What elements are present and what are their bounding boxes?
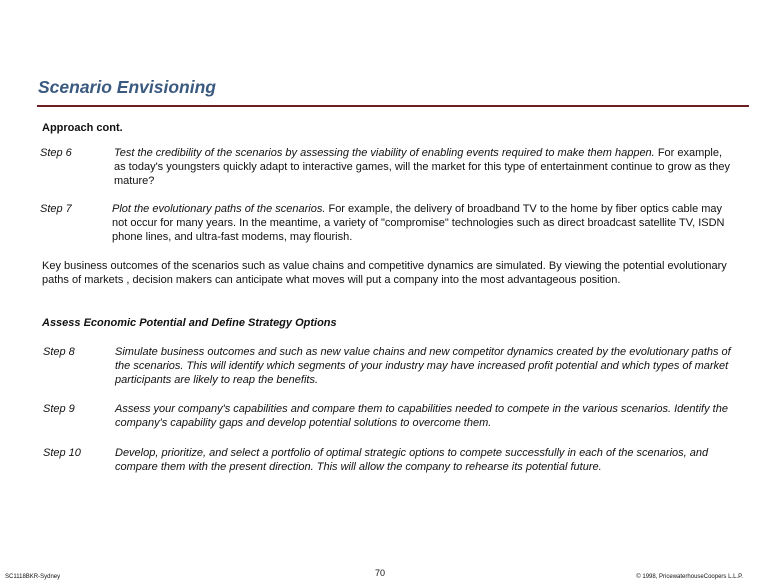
step-text: Assess your company's capabilities and compare them to capabilities needed to compete in the various scenarios. Identify the company's capability gaps and develop potential solutions to overcome them. xyxy=(115,403,728,429)
page-number: 70 xyxy=(375,568,386,578)
title-divider xyxy=(37,105,749,107)
step-text xyxy=(112,202,732,244)
section-heading: Assess Economic Potential and Define Strategy Options xyxy=(42,317,337,329)
step-label: Step 9 xyxy=(43,403,75,415)
step-text xyxy=(114,146,734,188)
step-label: Step 8 xyxy=(43,346,75,358)
step-rest: For example, as today's youngsters quickly adapt to interactive games, will the market for this type of entertainment continue to grow as they mature? xyxy=(114,147,730,187)
approach-heading: Approach cont. xyxy=(42,122,123,134)
step-lead: Test the credibility of the scenarios by assessing the viability of enabling events required to make them happen. xyxy=(114,147,655,159)
step-lead: Plot the evolutionary paths of the scenarios. xyxy=(112,203,326,215)
step-label: Step 10 xyxy=(43,447,81,459)
summary-paragraph: Key business outcomes of the scenarios such as value chains and competitive dynamics are simulated. By viewing the potential evolutionary paths of markets , decision makers can anticipate what moves will put a company into the most advantageous position. xyxy=(42,260,727,286)
step-rest: For example, the delivery of broadband TV to the home by fiber optics cable may not occur for many years. In the meantime, a variety of "compromise" technologies such as direct broadcast satellite TV, ISDN phone lines, and ultra-fast modems, may flourish. xyxy=(112,203,725,243)
step-label: Step 7 xyxy=(40,203,72,215)
footer-left: SC1118BKR-Sydney xyxy=(5,574,61,580)
page-title: Scenario Envisioning xyxy=(38,77,216,97)
step-text: Simulate business outcomes and such as new value chains and new competitor dynamics created by the evolutionary paths of the scenarios. This will identify which segments of your industry may have increased profit potential and which types of market participants are likely to reap the benefits. xyxy=(115,346,731,386)
step-label: Step 6 xyxy=(40,147,72,159)
step-text: Develop, prioritize, and select a portfolio of optimal strategic options to compete successfully in each of the scenarios, and compare them with the present direction. This will allow the company to rehearse its potential future. xyxy=(115,447,709,473)
footer-copyright: © 1998, PricewaterhouseCoopers L.L.P. xyxy=(636,574,743,580)
